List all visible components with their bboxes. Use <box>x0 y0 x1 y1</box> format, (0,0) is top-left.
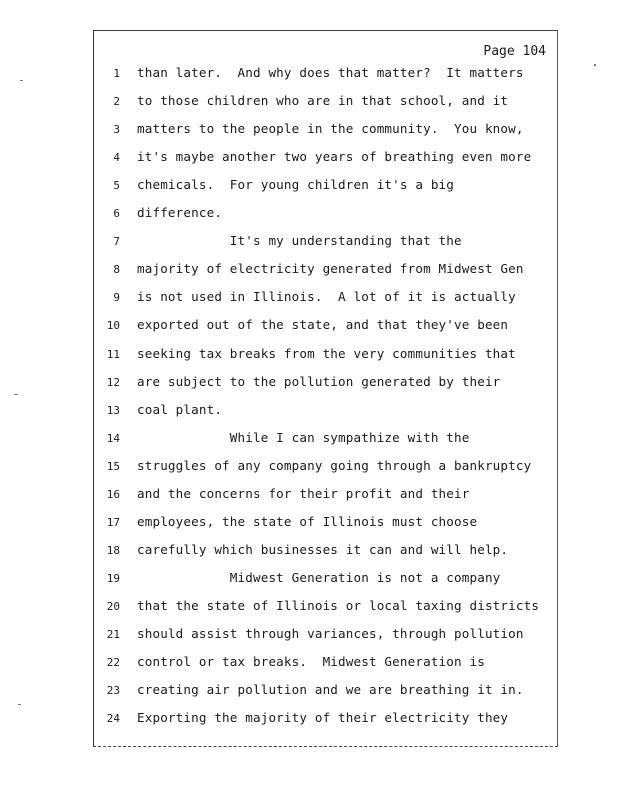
line-text: struggles of any company going through a bankruptcy <box>137 457 532 473</box>
line-text: carefully which businesses it can and will help. <box>137 541 509 557</box>
line-text: chemicals. For young children it's a big <box>137 177 455 193</box>
line-number: 5 <box>113 179 120 193</box>
line-number: 13 <box>106 403 120 417</box>
scan-speck <box>594 64 596 66</box>
line-text: difference. <box>137 205 223 221</box>
line-text: creating air pollution and we are breathing it in. <box>137 682 524 698</box>
line-text: should assist through variances, through pollution <box>137 626 524 641</box>
line-number: 22 <box>106 656 120 670</box>
line-text: majority of electricity generated from Midwest Gen <box>137 261 524 277</box>
line-number: 20 <box>106 599 120 613</box>
line-number: 23 <box>106 684 120 698</box>
line-number: 19 <box>106 571 120 585</box>
line-number: 21 <box>106 628 120 641</box>
line-number: 7 <box>113 235 120 249</box>
line-text: matters to the people in the community. You know, <box>137 121 524 137</box>
line-number: 17 <box>106 515 120 529</box>
line-number: 15 <box>106 459 120 473</box>
line-text: It's my understanding that the <box>137 233 462 249</box>
line-text: control or tax breaks. Midwest Generation is <box>137 654 485 670</box>
line-text: that the state of Illinois or local taxing districts <box>137 597 540 613</box>
line-text: it's maybe another two years of breathing even more <box>137 149 532 165</box>
line-number: 8 <box>113 263 120 277</box>
scan-speck <box>20 80 23 81</box>
line-number: 12 <box>106 375 120 389</box>
line-number: 10 <box>106 319 120 333</box>
page-bottom-rule <box>93 746 558 747</box>
line-number: 4 <box>113 151 120 165</box>
line-text: While I can sympathize with the <box>137 429 470 445</box>
line-text: to those children who are in that school, and it <box>137 93 509 109</box>
line-number: 11 <box>106 347 120 361</box>
line-text: Midwest Generation is not a company <box>137 569 501 585</box>
line-number: 9 <box>113 291 120 305</box>
line-number: 2 <box>113 95 120 109</box>
line-number: 24 <box>106 712 120 726</box>
page-number: Page 104 <box>483 44 546 59</box>
line-text: is not used in Illinois. A lot of it is actually <box>137 289 516 305</box>
line-number: 3 <box>113 123 120 137</box>
scan-speck <box>18 704 21 705</box>
line-text: Exporting the majority of their electricity they <box>137 710 509 726</box>
line-text: and the concerns for their profit and their <box>137 485 470 501</box>
line-text: coal plant. <box>137 401 223 417</box>
line-text: seeking tax breaks from the very communities that <box>137 345 516 361</box>
scan-speck <box>14 394 18 395</box>
line-number: 18 <box>106 543 120 557</box>
line-text: are subject to the pollution generated by their <box>137 373 501 389</box>
line-number: 6 <box>113 207 120 221</box>
line-number: 16 <box>106 487 120 501</box>
line-number: 1 <box>113 67 120 80</box>
line-text: than later. And why does that matter? It matters <box>137 65 524 80</box>
line-number: 14 <box>106 431 120 445</box>
line-text: employees, the state of Illinois must choose <box>137 513 478 529</box>
line-text: exported out of the state, and that they've been <box>137 317 509 333</box>
